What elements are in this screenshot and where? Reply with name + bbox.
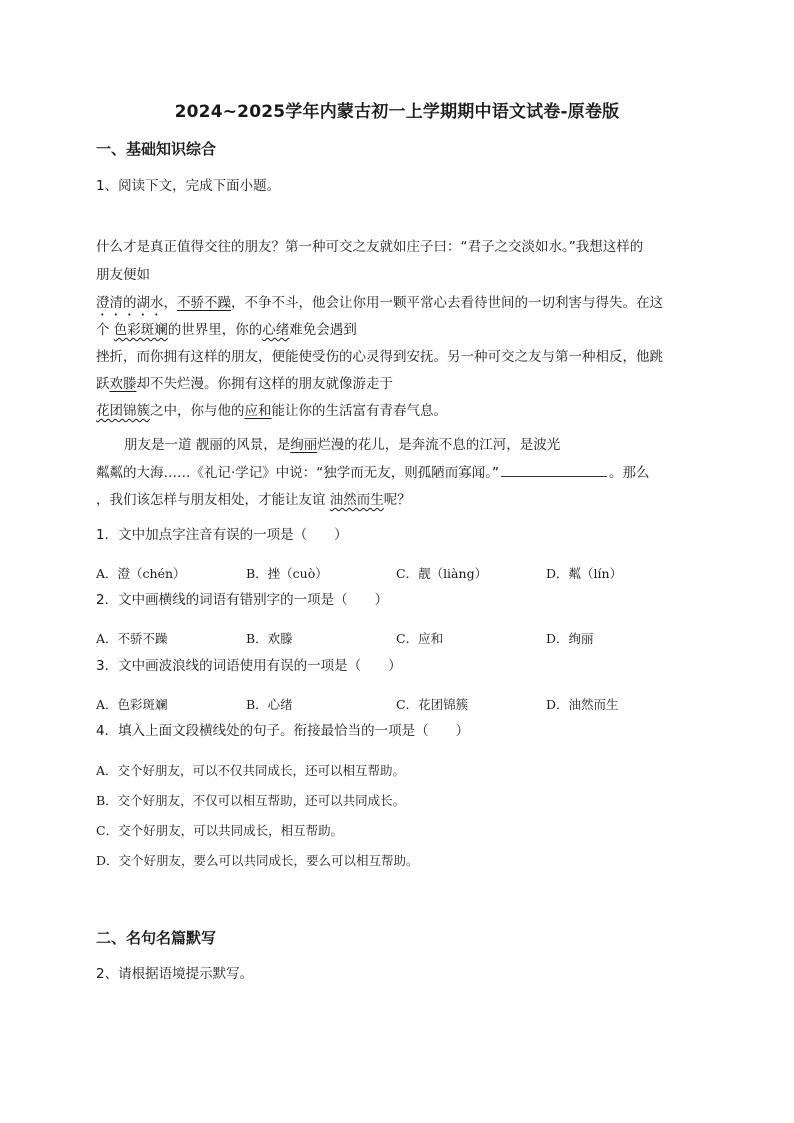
section-heading-1: 一、基础知识综合: [96, 140, 217, 158]
passage-line: [96, 291, 663, 319]
passage-text: ，不争不斗，他会让你用一颗平常心去看待世间的一切利害与得失。在这: [231, 295, 663, 311]
passage-text: 能让你的生活富有青春气息。: [271, 403, 447, 419]
wavy-underlined-word: 油然而生: [329, 492, 384, 508]
passage-text: 个: [96, 322, 114, 338]
underlined-word: 绚丽: [290, 437, 318, 453]
passage-line: [96, 399, 447, 419]
answer-option[interactable]: A．澄（chén）: [96, 566, 186, 581]
passage-line: 挫折，而你拥有这样的朋友，便能使受伤的心灵得到安抚。另一种可交之友与第一种相反，他跳: [96, 349, 663, 365]
underlined-word: 欢滕: [109, 376, 137, 392]
fill-in-blank: [501, 465, 607, 477]
answer-option[interactable]: B．心绪: [246, 697, 293, 712]
passage-text: 呢？: [383, 492, 411, 508]
passage-text: 难免会遇到: [289, 322, 357, 338]
question-prompt-2: 2、请根据语境提示默写。: [96, 966, 254, 982]
passage-text: 的世界里，你的: [167, 322, 263, 338]
passage-line: [96, 488, 411, 508]
question-stem: 2．文中画横线的词语有错别字的一项是（ ）: [96, 592, 389, 608]
passage-line: [124, 433, 560, 453]
question-prompt-1: 1、阅读下文，完成下面小题。: [96, 178, 281, 194]
underlined-word: 应和: [244, 403, 272, 419]
question-stem: 3．文中画波浪线的词语使用有误的一项是（ ）: [96, 658, 402, 674]
answer-option[interactable]: C．应和: [396, 631, 444, 646]
answer-option[interactable]: D．绚丽: [546, 631, 594, 646]
passage-line: [96, 372, 393, 392]
answer-option[interactable]: D．粼（lín）: [546, 566, 623, 581]
answer-option[interactable]: D．交个好朋友，要么可以共同成长，要么可以相互帮助。: [96, 853, 419, 868]
wavy-underlined-word: 心绪: [262, 322, 290, 338]
passage-line: [96, 461, 650, 481]
passage-text: 却不失烂漫。你拥有这样的朋友就像游走于: [136, 376, 393, 392]
question-stem: 4．填入上面文段横线处的句子。衔接最恰当的一项是（ ）: [96, 723, 470, 739]
passage-text: 之中，你与他的: [150, 403, 245, 419]
answer-option[interactable]: C．花团锦簇: [396, 697, 469, 712]
answer-option[interactable]: B．欢滕: [246, 631, 293, 646]
answer-option[interactable]: A．色彩斑斓: [96, 697, 168, 712]
answer-option[interactable]: D．油然而生: [546, 697, 619, 712]
question-stem: 1．文中加点字注音有误的一项是（ ）: [96, 527, 348, 543]
dotted-char-text: 澄清的湖水，: [96, 295, 177, 311]
passage-text: 跃: [96, 376, 110, 392]
passage-text: 朋友是一道 靓丽的风景，是: [124, 437, 291, 453]
section-heading-2: 二、名句名篇默写: [96, 929, 217, 947]
underlined-word: 不骄不躁: [177, 295, 231, 311]
page-title: 2024~2025学年内蒙古初一上学期期中语文试卷-原卷版: [174, 102, 620, 122]
wavy-underlined-word: 色彩斑斓: [113, 322, 168, 338]
passage-text: 。那么: [609, 465, 650, 481]
answer-option[interactable]: A．不骄不躁: [96, 631, 168, 646]
passage-text: ，我们该怎样与朋友相处，才能让友谊: [96, 492, 330, 508]
wavy-underlined-word: 花团锦簇: [96, 403, 150, 419]
passage-line: 朋友便如: [96, 267, 150, 283]
answer-option[interactable]: C．交个好朋友，可以共同成长，相互帮助。: [96, 823, 344, 838]
passage-text: 粼粼的大海……《礼记·学记》中说：“独学而无友，则孤陋而寡闻。”: [96, 465, 500, 481]
answer-option[interactable]: B．交个好朋友，不仅可以相互帮助，还可以共同成长。: [96, 793, 406, 808]
passage-text: 烂漫的花儿，是奔流不息的江河，是波光: [317, 437, 561, 453]
answer-option[interactable]: C．靓（liàng）: [396, 566, 488, 581]
passage-line: 什么才是真正值得交往的朋友？第一种可交之友就如庄子曰：“君子之交淡如水。”我想这样的: [96, 239, 644, 255]
answer-option[interactable]: A．交个好朋友，可以不仅共同成长，还可以相互帮助。: [96, 763, 406, 778]
answer-option[interactable]: B．挫（cuò）: [246, 566, 328, 581]
passage-line: [96, 318, 357, 338]
